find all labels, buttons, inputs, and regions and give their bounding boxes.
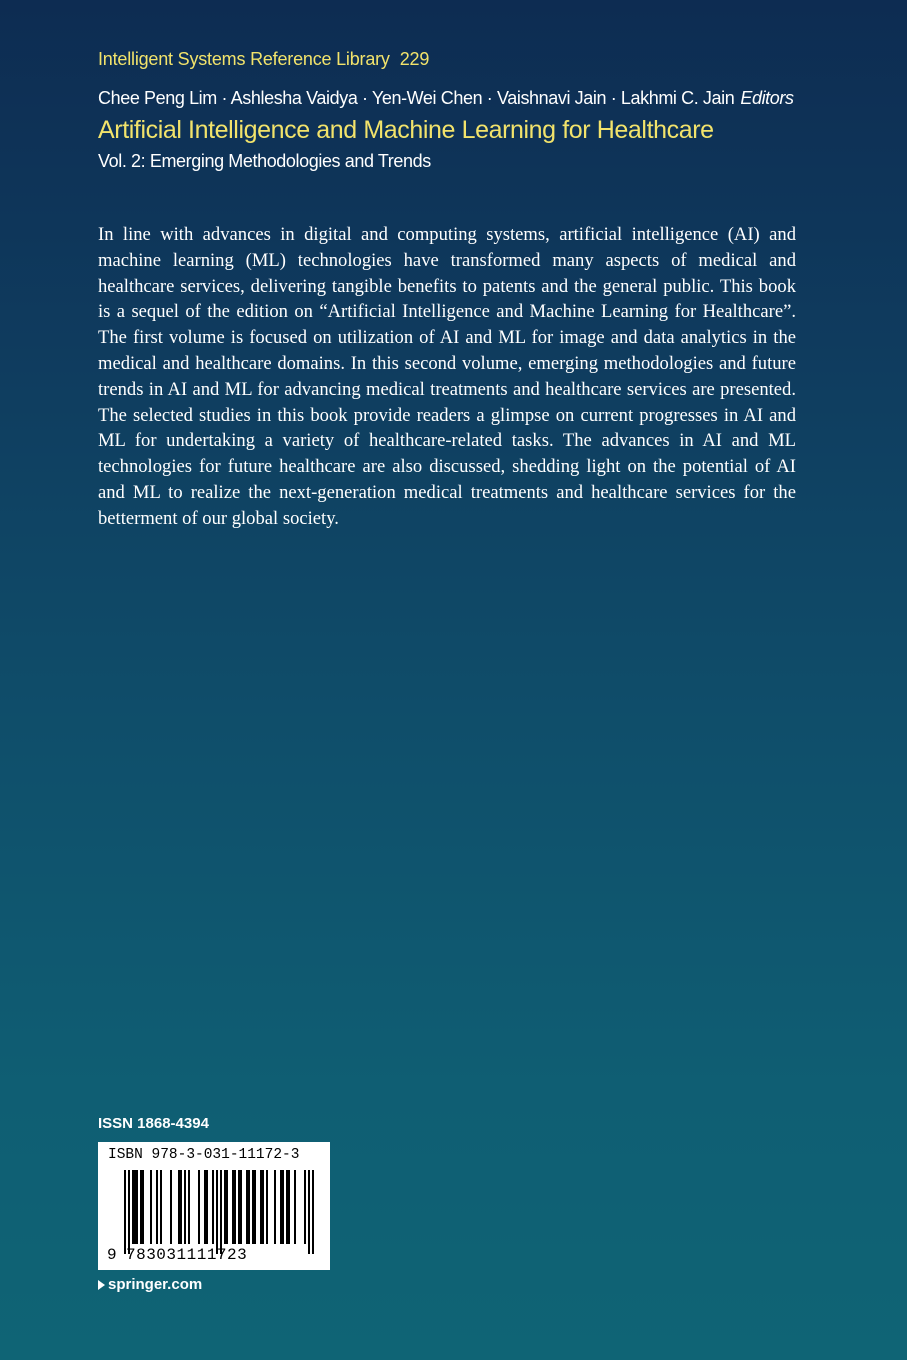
barcode-bar xyxy=(180,1170,182,1244)
barcode-bar xyxy=(252,1170,254,1244)
barcode-bar xyxy=(220,1170,222,1254)
barcode-bar xyxy=(160,1170,162,1244)
series-line xyxy=(98,49,429,70)
barcode-bar xyxy=(274,1170,276,1244)
barcode-bar xyxy=(312,1170,314,1254)
barcode-bar xyxy=(260,1170,262,1244)
barcode-box xyxy=(98,1142,330,1270)
barcode-bar xyxy=(178,1170,180,1244)
barcode-bar xyxy=(212,1170,214,1244)
barcode-bar xyxy=(142,1170,144,1244)
barcode-bar xyxy=(132,1170,134,1244)
barcode-bar xyxy=(224,1170,226,1244)
isbn-label: ISBN 978-3-031-11172-3 xyxy=(108,1147,300,1163)
website-text: springer.com xyxy=(108,1276,203,1293)
barcode-bar xyxy=(198,1170,200,1244)
barcode-bar xyxy=(184,1170,186,1244)
barcode-bar xyxy=(226,1170,228,1244)
barcode-bar xyxy=(170,1170,172,1244)
barcode-bar xyxy=(266,1170,268,1244)
barcode-bar xyxy=(286,1170,288,1244)
authors-line xyxy=(98,88,794,109)
barcode-bar xyxy=(150,1170,152,1244)
barcode-bar xyxy=(288,1170,290,1244)
barcode-bar xyxy=(294,1170,296,1244)
barcode-bar xyxy=(280,1170,282,1244)
barcode-bar xyxy=(156,1170,158,1244)
book-subtitle: Vol. 2: Emerging Methodologies and Trends xyxy=(98,151,431,171)
book-description: In line with advances in digital and computing systems, artificial intelligence (AI) and machine learning (ML) technologies have transformed many aspects of medical and healthcare services, delivering tangible benefits to patents and the general public. This book is a sequel of the edition on “Artificial Intelligence and Machine Learning for Healthcare”. The first volume is focused on utilization of AI and ML for image and data analytics in the medical and healthcare domains. In this second volume, emerging methodologies and future trends in AI and ML for advancing medical treatments and healthcare services are presented. The selected studies in this book provide readers a glimpse on current progresses in AI and ML for undertaking a variety of healthcare-related tasks. The advances in AI and ML technologies for future healthcare are also discussed, shedding light on the potential of AI and ML to realize the next-generation medical treatments and healthcare services for the betterment of our global society. xyxy=(98,224,796,529)
book-title: Artificial Intelligence and Machine Learning for Healthcare xyxy=(98,116,714,144)
barcode-bar xyxy=(308,1170,310,1254)
barcode-bar xyxy=(204,1170,206,1244)
barcode-bar xyxy=(248,1170,250,1244)
barcode-bar xyxy=(128,1170,130,1254)
barcode-bar xyxy=(238,1170,240,1244)
ean-digits: 783031111723 xyxy=(126,1246,248,1264)
barcode-bar xyxy=(240,1170,242,1244)
barcode-bar xyxy=(234,1170,236,1244)
barcode-bar xyxy=(216,1170,218,1254)
barcode-bar xyxy=(136,1170,138,1244)
website-link[interactable] xyxy=(98,1276,202,1293)
barcode-bar xyxy=(304,1170,306,1244)
barcode-bar xyxy=(188,1170,190,1244)
barcode-bar xyxy=(124,1170,126,1254)
issn: ISSN 1868-4394 xyxy=(98,1115,209,1132)
ean-first-digit: 9 xyxy=(107,1246,117,1264)
barcode-bar xyxy=(206,1170,208,1244)
arrow-right-icon xyxy=(98,1280,105,1290)
author-names: Chee Peng Lim · Ashlesha Vaidya · Yen-Wei Chen · Vaishnavi Jain · Lakhmi C. Jain xyxy=(98,88,735,108)
barcode-bar xyxy=(282,1170,284,1244)
barcode-bar xyxy=(254,1170,256,1244)
barcode-bar xyxy=(140,1170,142,1244)
barcode-bar xyxy=(134,1170,136,1244)
editors-role: Editors xyxy=(740,88,794,108)
series-name: Intelligent Systems Reference Library xyxy=(98,49,390,69)
barcode-bar xyxy=(262,1170,264,1244)
series-number: 229 xyxy=(399,49,430,69)
barcode-bar xyxy=(232,1170,234,1244)
barcode-bar xyxy=(246,1170,248,1244)
